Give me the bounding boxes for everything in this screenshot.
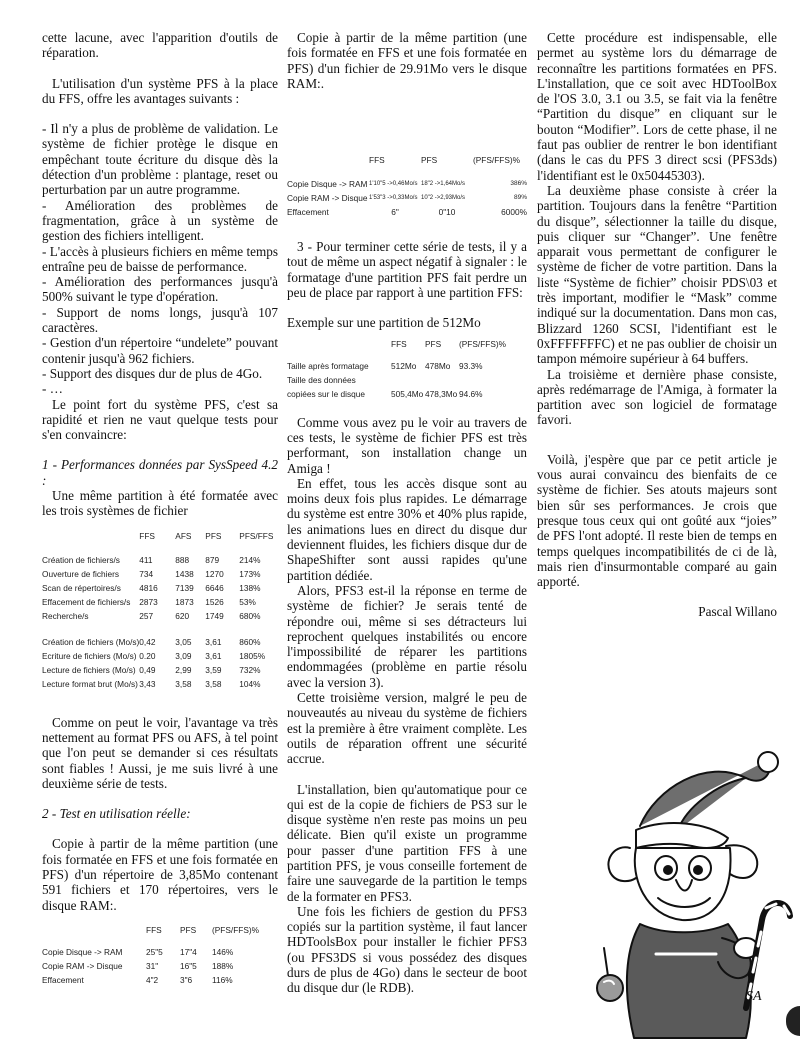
paragraph: Alors, PFS3 est-il la réponse en terme de système de fichier? Je serais tenté de répondre oui, même si ses détracteurs lui reprochent quelques instabilités ou encore l'impossibilité de réparer les partitions endommagées (problème en partie résolu avec la version 3). [287, 582, 527, 690]
paragraph: Le point fort du système PFS, c'est sa rapidité et rien ne vaut quelque tests pour s'en convaincre: [42, 396, 278, 443]
paragraph: La troisième et dernière phase consiste, après redémarrage de l'Amiga, à formater la partition avec son logiciel de formatage favori. [537, 366, 777, 428]
table-header: FFS PFS (PFS/FFS)% [391, 338, 507, 349]
table-header: FFS PFS (PFS/FFS)% [369, 155, 521, 166]
table-row: Lecture format brut (Mo/s) 3,43 3,58 3,58 104% [42, 678, 261, 689]
partition-size-table [287, 337, 506, 401]
list-item: - L'accès à plusieurs fichiers en même temps entraîne peu de baisse de performance. [42, 243, 278, 274]
artist-initials: SA [746, 989, 762, 1004]
elf-with-candy-cane-icon [596, 748, 800, 1040]
table-row: Recherche/s 257 620 1749 680% [42, 610, 261, 621]
column-2 [287, 30, 527, 996]
paragraph: En effet, tous les accès disque sont au moins deux fois plus rapides. Le démarrage du système est entre 30% et 40% plus rapide, les animations lues en direct du disque dur deviennent fluides, les fichiers disque dur de ShapeShifter sont aussi rapides qu'une partition dédiée. [287, 475, 527, 583]
table-row: copiées sur le disque 505,4Mo 478,3Mo 94.6% [287, 388, 483, 399]
list-item: - Amélioration des problèmes de fragmentation, grâce à un système de gestion des fichiers intelligent. [42, 197, 278, 244]
paragraph: La deuxième phase consiste à créer la partition. Toujours dans la fenêtre “Partition du disque”, sélectionner la taille du disque, puis cliquer sur “Changer”. Une fenêtre apparait vous permettant de configurer le système de ficher de votre partition. Dans la liste “Système de fichier” choisir PDS\03 et très important, modifier le “Mask” comme indiqué sur la documentation. Dans mon cas, Blizzard 1260 SCSI, l'identifiant est le 0xFFFFFFFC) et ne pas oublier de choisir un tampon mémoire supérieur à 64 buffers. [537, 182, 777, 367]
sysspeed-table [42, 529, 278, 691]
table-row: Création de fichiers (Mo/s) 0,42 3,05 3,61 860% [42, 636, 261, 647]
table-row: Taille des données [287, 374, 356, 385]
table-row: Scan de répertoires/s 4816 7139 6646 138% [42, 582, 261, 593]
list-item: - Support des disques dur de plus de 4Go. [42, 365, 263, 381]
copy-file-table [287, 153, 527, 219]
section-heading: 1 - Performances données par SysSpeed 4.2 : [42, 457, 278, 488]
paragraph: L'utilisation d'un système PFS à la place du FFS, offre les avantages suivants : [42, 75, 278, 106]
section-heading: 2 - Test en utilisation réelle: [42, 806, 191, 822]
paragraph: Comme on peut le voir, l'avantage va très nettement au format PFS ou AFS, à tel point que l'on peut se demander si ces résultats sont fiables ! Aussi, je me suis livré à une deuxième série de tests. [42, 714, 278, 791]
table-row: Lecture de fichiers (Mo/s) 0,49 2,99 3,59 732% [42, 664, 261, 675]
column-1 [42, 30, 278, 987]
table-row: Copie Disque -> RAM 1'10"5 ->0,46Mo/s 18"2 ->1,64Mo/s 386% [287, 179, 527, 190]
author-signature: Pascal Willano [698, 604, 777, 620]
paragraph: Copie à partir de la même partition (une fois formatée en FFS et une fois formatée en PFS) d'un répertoire de 3,85Mo contenant 591 fichiers et 170 répertoires, vers le disque RAM:. [42, 836, 278, 913]
table-row: Effacement de fichiers/s 2873 1873 1526 53% [42, 596, 256, 607]
list-item: - Gestion d'un répertoire “undelete” pouvant contenir jusqu'à 962 fichiers. [42, 335, 278, 366]
paragraph: Cette procédure est indispensable, elle permet au système lors du démarrage de reconnaître les partitions formatées en PFS. L'installation, que ce soit avec HDToolBox de l'OS 3.0, 3.1 ou 3.5, se fait via la fenêtre “Partition du disque” en cliquant sur le bouton “Modifier”. Lors de cette phase, il ne faut pas oublier de rentrer le bon identifiant (dans le cas du PFS 3 direct scsi (PFS3ds) l'identifiant est le 0x50445303). [537, 30, 777, 183]
table-row: Copie RAM -> Disque 31" 16"5 188% [42, 960, 234, 971]
paragraph: Une fois les fichiers de gestion du PFS3 copiés sur la partition système, il faut lancer HDToolsBox pour installer le fichier PFS3 (ou PFS3DS si vous possédez des disques durs de plus de 4Go) dans le secteur de boot du disque dur (le RDB). [287, 903, 527, 996]
advantages-list [42, 121, 278, 396]
table-row: Copie Disque -> RAM 25"5 17"4 146% [42, 946, 234, 957]
list-item: - Il n'y a plus de problème de validation. Le système de fichier protège le disque en empêchant toute écriture du disque dès la détection d'un problème : plantage, reset ou perturbation par un autre programme. [42, 121, 278, 198]
paragraph: Voilà, j'espère que par ce petit article je vous aurai convaincu des bienfaits de ce système de fichier. Ses atouts majeurs sont bien sûr ses performances. Je crois que presque tous ceux qui ont goûté aux “joies” de PFS l'ont adopté. Il reste bien de temps en temps quelques incompatibilités de ci de là, mais rien d'insurmontable comparé au gain apporté. [537, 451, 777, 590]
table-header: FFS PFS (PFS/FFS)% [146, 924, 260, 935]
paragraph: Copie à partir de la même partition (une fois formatée en FFS et une fois formatée en PFS) d'un fichier de 29.91Mo vers le disque RAM:. [287, 30, 527, 91]
paragraph: 3 - Pour terminer cette série de tests, il y a tout de même un aspect négatif à signaler : le formatage d'une partition PFS fait perdre un peu de place par rapport à une partition FFS: [287, 239, 527, 301]
table-row: Copie RAM -> Disque 1'53"3 ->0,33Mo/s 10"2 ->2,93Mo/s 89% [287, 193, 527, 204]
table-row: Effacement 4"2 3"6 116% [42, 974, 233, 985]
paragraph: Exemple sur une partition de 512Mo [287, 315, 481, 331]
list-item: - Support de noms longs, jusqu'à 107 caractères. [42, 304, 278, 336]
paragraph: L'installation, bien qu'automatique pour ce qui est de la copie de fichiers de PS3 sur le disque système n'en reste pas moins un peu délicate. Bien qu'il existe un programme pour passer d'une partition FFS à une partition PFS, je vous conseille fortement de faire une sauvegarde de la partition le temps de la formater en PFS3. [287, 781, 527, 904]
paragraph: Une même partition à été formatée avec les trois systèmes de fichier [42, 488, 278, 519]
table-header: FFS AFS PFS PFS/FFS [139, 530, 274, 541]
column-3 [537, 30, 777, 620]
list-item: - Amélioration des performances jusqu'à 500% suivant le type d'opération. [42, 274, 278, 305]
paragraph: Cette troisième version, malgré le peu de nouveautés au niveau du système de fichiers est la première à être vraiment complète. Les outils de réparation offrent une sécurité accrue. [287, 690, 527, 767]
table-row: Ouverture de fichiers 734 1438 1270 173% [42, 568, 261, 579]
table-row: Ecriture de fichiers (Mo/s) 0.20 3,09 3,61 1805% [42, 650, 266, 661]
table-row: Effacement 6" 0"10 6000% [287, 207, 527, 218]
paragraph: Comme vous avez pu le voir au travers de ces tests, le système de fichier PFS est très performant, son installation change un Amiga ! [287, 414, 527, 476]
paragraph: cette lacune, avec l'apparition d'outils de réparation. [42, 30, 278, 61]
table-row: Création de fichiers/s 411 888 879 214% [42, 554, 261, 565]
copy-directory-table [42, 923, 259, 987]
list-item: - … [42, 381, 63, 397]
table-row: Taille après formatage 512Mo 478Mo 93.3% [287, 360, 483, 371]
